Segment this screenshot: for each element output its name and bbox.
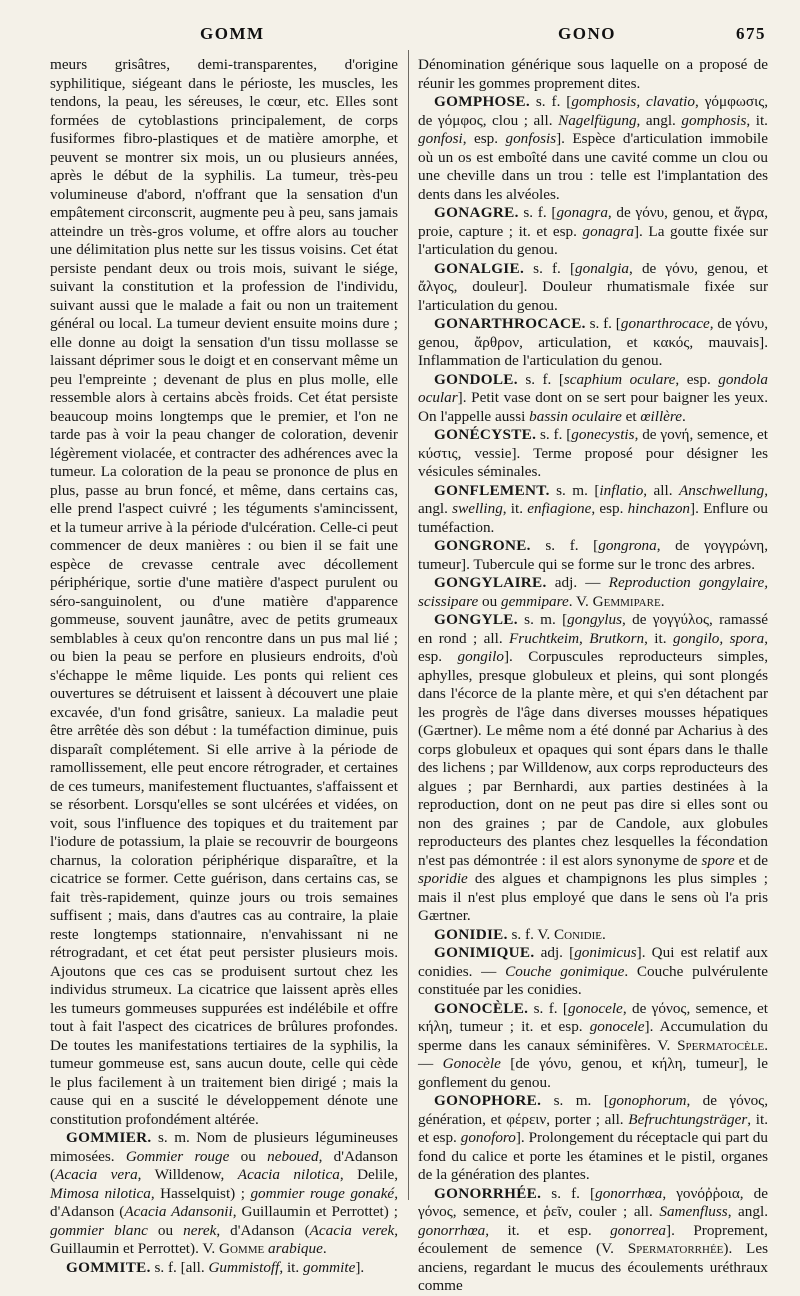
entry-italic: Nagelfügung <box>558 111 637 129</box>
entry-text: s. m. Nom de plusieurs légumineuses mimosées. <box>50 1129 398 1165</box>
entry-text: adj. [ <box>534 944 575 961</box>
entry-text: s. f. [ <box>524 259 576 277</box>
entry-italic: gemmipare <box>500 592 569 610</box>
entry-text: s. f. V. <box>507 925 554 943</box>
entry-text: ]. Accumulation du sperme dans les canaux séminifères. V. <box>418 1018 768 1054</box>
entry-text: . <box>602 925 606 943</box>
header-left-guide-word: GOMM <box>200 24 265 43</box>
entry-text: s. f. [ <box>528 999 568 1017</box>
entry-text: , all. <box>643 481 679 499</box>
entry-italic: gonocele <box>589 1018 645 1035</box>
entry-text: ]. Espèce d'articulation immobile où un os est emboîté dans une cavité comme un clou ou une cheville dans un trou : telle est l'implantation des dents dans les alvéoles. <box>418 130 769 203</box>
headword: GONGRONE. <box>434 537 531 554</box>
entry-text: ). Les anciens, regardant le mucus des écoulements uréthraux comme <box>418 1240 768 1294</box>
headword: GONOPHORE. <box>434 1092 542 1109</box>
entry-text: . <box>322 1240 327 1257</box>
entry-gongrone <box>418 537 768 574</box>
entry-text: ]. Enflure ou tuméfaction. <box>418 500 768 536</box>
entry-text: , esp. <box>591 500 628 517</box>
entry-gonarthrocace <box>418 315 768 371</box>
entry-text: , Guillaumin et Perrottet). V. <box>50 1221 398 1257</box>
entry-text: . <box>660 592 665 610</box>
entry-italic: gonimicus <box>574 944 637 961</box>
headword: GONARTHROCACE. <box>434 315 586 332</box>
entry-text: s. f. [ <box>585 315 621 332</box>
entry-text: , Hasselquist) ; <box>150 1184 251 1202</box>
entry-italic: gonfosi <box>418 130 463 147</box>
cross-reference: Gemmipare <box>592 592 661 610</box>
entry-italic: Samenfluss <box>659 1203 728 1220</box>
entry-italic: gonoforo <box>460 1129 516 1146</box>
entry-text: , d'Adanson ( <box>50 1147 398 1183</box>
entry-text: , Willdenow, <box>137 1166 238 1183</box>
entry-text: , de γονή, semence, et κύστις, vessie]. Terme proposé pour désigner les vésicules séminales. <box>418 426 768 480</box>
page-number: 675 <box>736 24 766 43</box>
entry-italic: gonorrhœa <box>418 1221 486 1239</box>
entry-gonophore <box>418 1092 768 1185</box>
entry-gomphose <box>418 93 768 204</box>
entry-text: s. f. [ <box>517 370 564 388</box>
entry-text: , angl. <box>636 111 682 129</box>
entry-text: et <box>621 407 641 425</box>
entry-italic: œillère <box>640 407 682 425</box>
entry-text: , de γογγύλος, ramassé en rond ; all. <box>418 611 768 647</box>
entry-text: , d'Adanson ( <box>216 1221 310 1239</box>
headword: GOMPHOSE. <box>434 93 530 110</box>
headword: GONGYLE. <box>434 611 518 628</box>
entry-italic: scaphium oculare <box>563 370 676 388</box>
entry-text: ]. Qui est relatif aux conidies. — <box>418 944 768 980</box>
entry-text: . — <box>418 1036 768 1072</box>
entry-text: . Couche pulvérulente constituée par les conidies. <box>418 962 768 998</box>
headword: GOMMIER. <box>66 1129 152 1146</box>
entry-gongylaire <box>418 574 768 611</box>
entry-italic: Fruchtkeim, Brutkorn <box>509 629 645 647</box>
entry-text: ou <box>147 1221 184 1239</box>
entry-italic: gonagra <box>556 204 608 221</box>
entry-italic: gonalgia <box>575 259 630 277</box>
entry-italic: inflatio <box>599 481 644 499</box>
entry-text: des algues et champignons les plus simples ; mais il n'est plus employé que dans le sens où l'a pris Gærtner. <box>418 870 768 924</box>
entry-text: ou <box>478 592 501 610</box>
entry-gongyle <box>418 611 768 926</box>
cross-reference: Spermatocèle <box>677 1036 765 1054</box>
entry-italic: gongilo <box>457 648 504 665</box>
entry-text: , esp. <box>675 370 719 388</box>
entry-italic: gonagra <box>582 222 634 240</box>
entry-italic: gonocele <box>567 999 623 1017</box>
entry-text: s. f. [ <box>530 537 599 554</box>
entry-text: ou <box>229 1147 268 1165</box>
entry-italic: Befruchtungsträger <box>628 1110 748 1128</box>
entry-text: adj. — <box>546 574 609 591</box>
headword: GONIDIE. <box>434 925 508 943</box>
entry-text: , esp. <box>462 130 506 147</box>
entry-italic: Acacia Adansonii <box>124 1203 233 1220</box>
headword: GOMMITE. <box>66 1258 151 1276</box>
entry-text: , esp. <box>418 629 768 665</box>
cross-reference: Gomme <box>219 1240 265 1257</box>
entry-text: s. f. [ <box>518 204 557 221</box>
entry-italic: swelling <box>452 500 503 517</box>
entry-italic: Couche gonimique <box>505 962 625 980</box>
column-rule <box>408 50 409 1200</box>
headword: GONÉCYSTE. <box>434 426 537 443</box>
entry-text: , d'Adanson ( <box>50 1184 398 1220</box>
entry-text: , de γόνος, génération, et φέρειν, porter ; all. <box>418 1092 768 1128</box>
entry-gommite-continuation: Dénomination générique sous laquelle on a proposé de réunir les gommes proprement dites. <box>418 56 768 92</box>
entry-italic: gongrona <box>598 537 657 554</box>
entry-text: s. m. [ <box>549 481 600 499</box>
entry-text: s. m. [ <box>517 611 568 628</box>
entry-text: s. f. [all. <box>150 1258 209 1276</box>
headword: GONAGRE. <box>434 204 519 221</box>
headword: GONORRHÉE. <box>434 1184 542 1202</box>
entry-italic: gomphosis <box>681 111 747 129</box>
entry-text: , Guillaumin et Perrottet) ; <box>232 1203 398 1220</box>
entry-text: , de γόνυ, genou, et ἄγρα, proie, capture ; it. et esp. <box>418 204 768 240</box>
entry-italic: gonorrea <box>610 1221 667 1239</box>
entry-text: , it. <box>746 111 768 129</box>
entry-italic: gonorrhœa <box>595 1184 663 1202</box>
entry-text: , Delile, <box>339 1166 398 1183</box>
entry-italic: gonfosis <box>505 130 557 147</box>
entry-text: s. f. [ <box>541 1184 596 1202</box>
entry-italic: spore <box>701 851 735 869</box>
cross-reference: Conidie <box>554 925 603 943</box>
entry-text: , de γόνος, semence, et κήλη, tumeur ; it. et esp. <box>418 999 769 1035</box>
entry-gonagre <box>418 204 768 260</box>
entry-text: ]. La goutte fixée sur l'articulation du genou. <box>418 222 768 258</box>
entry-gonecyste <box>418 426 768 482</box>
entry-text: , de γόνυ, genou, et ἄλγος, douleur]. Douleur rhumatismale fixée sur l'articulation du genou. <box>418 259 768 314</box>
entry-text: s. m. [ <box>541 1092 609 1109</box>
entry-italic: gongilo, spora <box>672 629 765 647</box>
right-column <box>418 56 769 1294</box>
entry-italic: neboued <box>267 1147 319 1165</box>
entry-gonalgie <box>418 260 768 316</box>
entry-text: , de γογγρώνη, tumeur]. Tubercule qui se forme sur le tronc des arbres. <box>418 537 768 573</box>
entry-italic: arabique <box>268 1240 323 1257</box>
entry-text: . <box>682 407 686 425</box>
entry-italic: hinchazon <box>627 500 691 517</box>
entry-italic: gondola ocular <box>418 370 769 406</box>
entry-italic: gommite <box>303 1258 356 1276</box>
header-right-guide-word: GONO <box>558 24 616 43</box>
entry-italic: Acacia vera <box>55 1166 138 1183</box>
entry-text: , it. et esp. <box>485 1221 611 1239</box>
running-head <box>0 24 800 50</box>
entry-italic: gonarthrocace <box>620 315 710 332</box>
entry-italic: Gonocèle <box>442 1055 501 1072</box>
entry-gomme-continuation: meurs grisâtres, demi-transparentes, d'origine syphilitique, siégeant dans le périoste, les muscles, les tendons, la peau, les séreuses, le cœur, etc. Elles sont formées de cytoblastions principalement, de corps fusiformes fibro-plastiques et de matière amorphe, et peuvent se montrer six mois, un ou plusieurs années, après le début de la syphilis. La tumeur, très-peu volumineuse d'abord, n'offrant que la sensation d'un empâtement circonscrit, augmente peu à peu, sans jamais atteindre un très-gros volume, et offre alors au toucher une délimitation plus nette sur les tissus voisins. Cet état persiste pendant deux ou trois mois, suivant le siége, suivant la constitution et la profession de l'individu, suivant aussi que le malade a fait ou non un traitement général ou local. La tumeur devient ensuite moins dure ; elle donne au doigt la sensation d'un tissu mollasse se laissant déprimer sous le doigt et en conservant même un peu l'empreinte ; devenant de plus en plus molle, elle ressemble alors à certains abcès froids. Cet état persiste beaucoup moins longtemps que le premier, et l'on ne tarde pas à voir la peau changer de coloration, devenir légèrement violacée, et contracter des adhérences avec la tumeur. La coloration de la peau se prononce de plus en plus, passe au brun foncé, et même, dans certains cas, elle prend l'aspect cuivré ; les téguments s'amincissent, et la tumeur arrive à la période d'ulcération. Celle-ci peut commencer de deux manières : ou bien il se fait une espèce de crevasse centrale avec décollement périphérique, sortie d'une matière d'aspect purulent ou séro-sanguinolent, ou d'une matière d'apparence gommeuse, souvent jaunâtre, avec de petits grumeaux semblables à ceux qu'on rencontre dans un pus mal lié ; ou bien la peau se perfore en plusieurs endroits, d'où s'échappe le même liquide. Les ponts qui relient ces ouvertures se détruisent et laissent à découvert une plaie excavée, d'un fond grisâtre, sanieux. La maladie peut être arrêtée dès son début : la tuméfaction diminue, puis disparaît complétement. Si elle arrive à la période de ramollissement, elle peut encore rétrograder, et certaines de ces tumeurs, manifestement fluctuantes, s'affaissent et se résorbent. Lorsqu'elles se sont ulcérées et vidées, on voit, sous l'influence des topiques et du traitement par l'iodure de potassium, la plaie se recouvrir de bourgeons charnus, la coloration périphérique disparaître, et la cicatrice se former. Cette guérison, dans certains cas, se fait très-rapidement, quinze jours ou trois semaines suffisent ; mais, dans d'autres cas au contraire, la plaie reste longtemps stationnaire, n'envahissant ni ne rétrogradant, et cet état peut persister plusieurs mois. Ajoutons que ces cas se produisent surtout chez les individus strumeux. La cicatrice que laissent après elles les tumeurs gommeuses suppurées est indélébile et offre tout à fait l'aspect des cicatrices de brûlures profondes. De toutes les manifestations tertiaires de la syphilis, la tumeur gommeuse est, sans aucun doute, celle qui cède le plus facilement à un traitement bien dirigé ; mais la cause qui en a suscité le développement dénote une constitution profondément altérée. <box>50 56 398 1128</box>
entry-italic: gomphosis, clavatio <box>571 93 695 110</box>
entry-gonorrhee <box>418 1185 768 1296</box>
entry-italic: Mimosa nilotica <box>50 1184 151 1202</box>
entry-text: , γόμφωσις, de γόμφος, clou ; all. <box>418 93 768 129</box>
headword: GONDOLE. <box>434 370 518 388</box>
entry-text: , de γόνυ, genou, ἄρθρον, articulation, et κακός, mauvais]. Inflammation de l'articulation du genou. <box>418 315 769 369</box>
entry-text: et de <box>734 851 768 869</box>
cross-reference: Spermatorrhée <box>627 1240 724 1257</box>
entry-italic: Reproduction gongylaire, scissipare <box>418 574 768 610</box>
entry-italic: gonecystis <box>571 426 635 443</box>
entry-text: s. f. [ <box>529 93 572 110</box>
entry-italic: nerek <box>183 1221 217 1239</box>
entry-gommier <box>50 1129 398 1259</box>
headword: GONOCÈLE. <box>434 999 529 1017</box>
headword: GONALGIE. <box>434 259 525 277</box>
entry-text: ]. <box>355 1258 365 1276</box>
entry-text: ]. Petit vase dont on se sert pour baigner les yeux. On l'appelle aussi <box>418 389 768 425</box>
entry-text: ]. Proprement, écoulement de semence (V. <box>418 1221 768 1257</box>
entry-italic: gongylus <box>567 611 622 628</box>
entry-text: , it. et esp. <box>418 1110 768 1146</box>
entry-text: . V. <box>568 592 593 610</box>
entry-italic: Acacia verek <box>309 1221 395 1239</box>
entry-gonidie <box>418 926 768 945</box>
entry-text: , angl. <box>727 1203 768 1220</box>
entry-text: ]. Corpuscules reproducteurs simples, aphylles, presque globuleux et pleins, qui sont plongés dans l'écorce de la plante mère, et qui s'en détachent par les progrès de l'âge dans diverses mousses hépatiques (Gærtner). Le même nom a été donné par Acharius à des corps globuleux et opaques qui sont épars dans le thalle des lichens ; par Willdenow, aux corps reproducteurs des algues ; par Bernhardi, aux parties destinées à la reproduction, dont on ne peut pas dire si elles sont ou non des graines ; par de Candole, aux globules reproducteurs des plantes chez lesquelles la fécondation n'est pas démontrée : il est alors synonyme de <box>418 648 768 869</box>
entry-gonflement <box>418 482 768 538</box>
entry-text: [de γόνυ, genou, et κήλη, tumeur], le gonflement du genou. <box>418 1055 769 1091</box>
headword: GONFLEMENT. <box>434 481 550 499</box>
entry-text: , it. <box>502 500 528 517</box>
entry-gommite <box>50 1259 398 1278</box>
entry-italic: sporidie <box>418 870 468 887</box>
entry-text: s. f. [ <box>536 426 572 443</box>
entry-italic: Gommier rouge <box>125 1147 230 1165</box>
entry-italic: bassin oculaire <box>529 407 622 425</box>
entry-gondole <box>418 371 768 427</box>
entry-gonocele <box>418 1000 768 1093</box>
entry-italic: enfiagione <box>527 500 592 517</box>
entry-italic: Gummistoff <box>208 1258 280 1276</box>
entry-text: , angl. <box>418 481 768 517</box>
entry-text: , γονόῤῥοια, de γόνος, semence, et ῥεῖν, couler ; all. <box>418 1184 768 1220</box>
entry-gonimique <box>418 944 768 1000</box>
entry-text: , it. <box>279 1258 303 1276</box>
entry-italic: Anschwellung <box>678 481 765 499</box>
entry-italic: Acacia nilotica <box>237 1166 340 1183</box>
entry-text: , it. <box>644 629 673 647</box>
headword: GONIMIQUE. <box>434 944 535 961</box>
headword: GONGYLAIRE. <box>434 574 547 591</box>
entry-italic: gonophorum <box>608 1092 687 1109</box>
entry-italic: gommier rouge gonaké <box>250 1184 395 1202</box>
left-column <box>50 56 398 1276</box>
entry-italic: gommier blanc <box>50 1221 148 1239</box>
entry-text: ]. Prolongement du réceptacle qui part du fond du calice et porte les étamines et le pistil, organes de la génération des plantes. <box>418 1129 768 1183</box>
